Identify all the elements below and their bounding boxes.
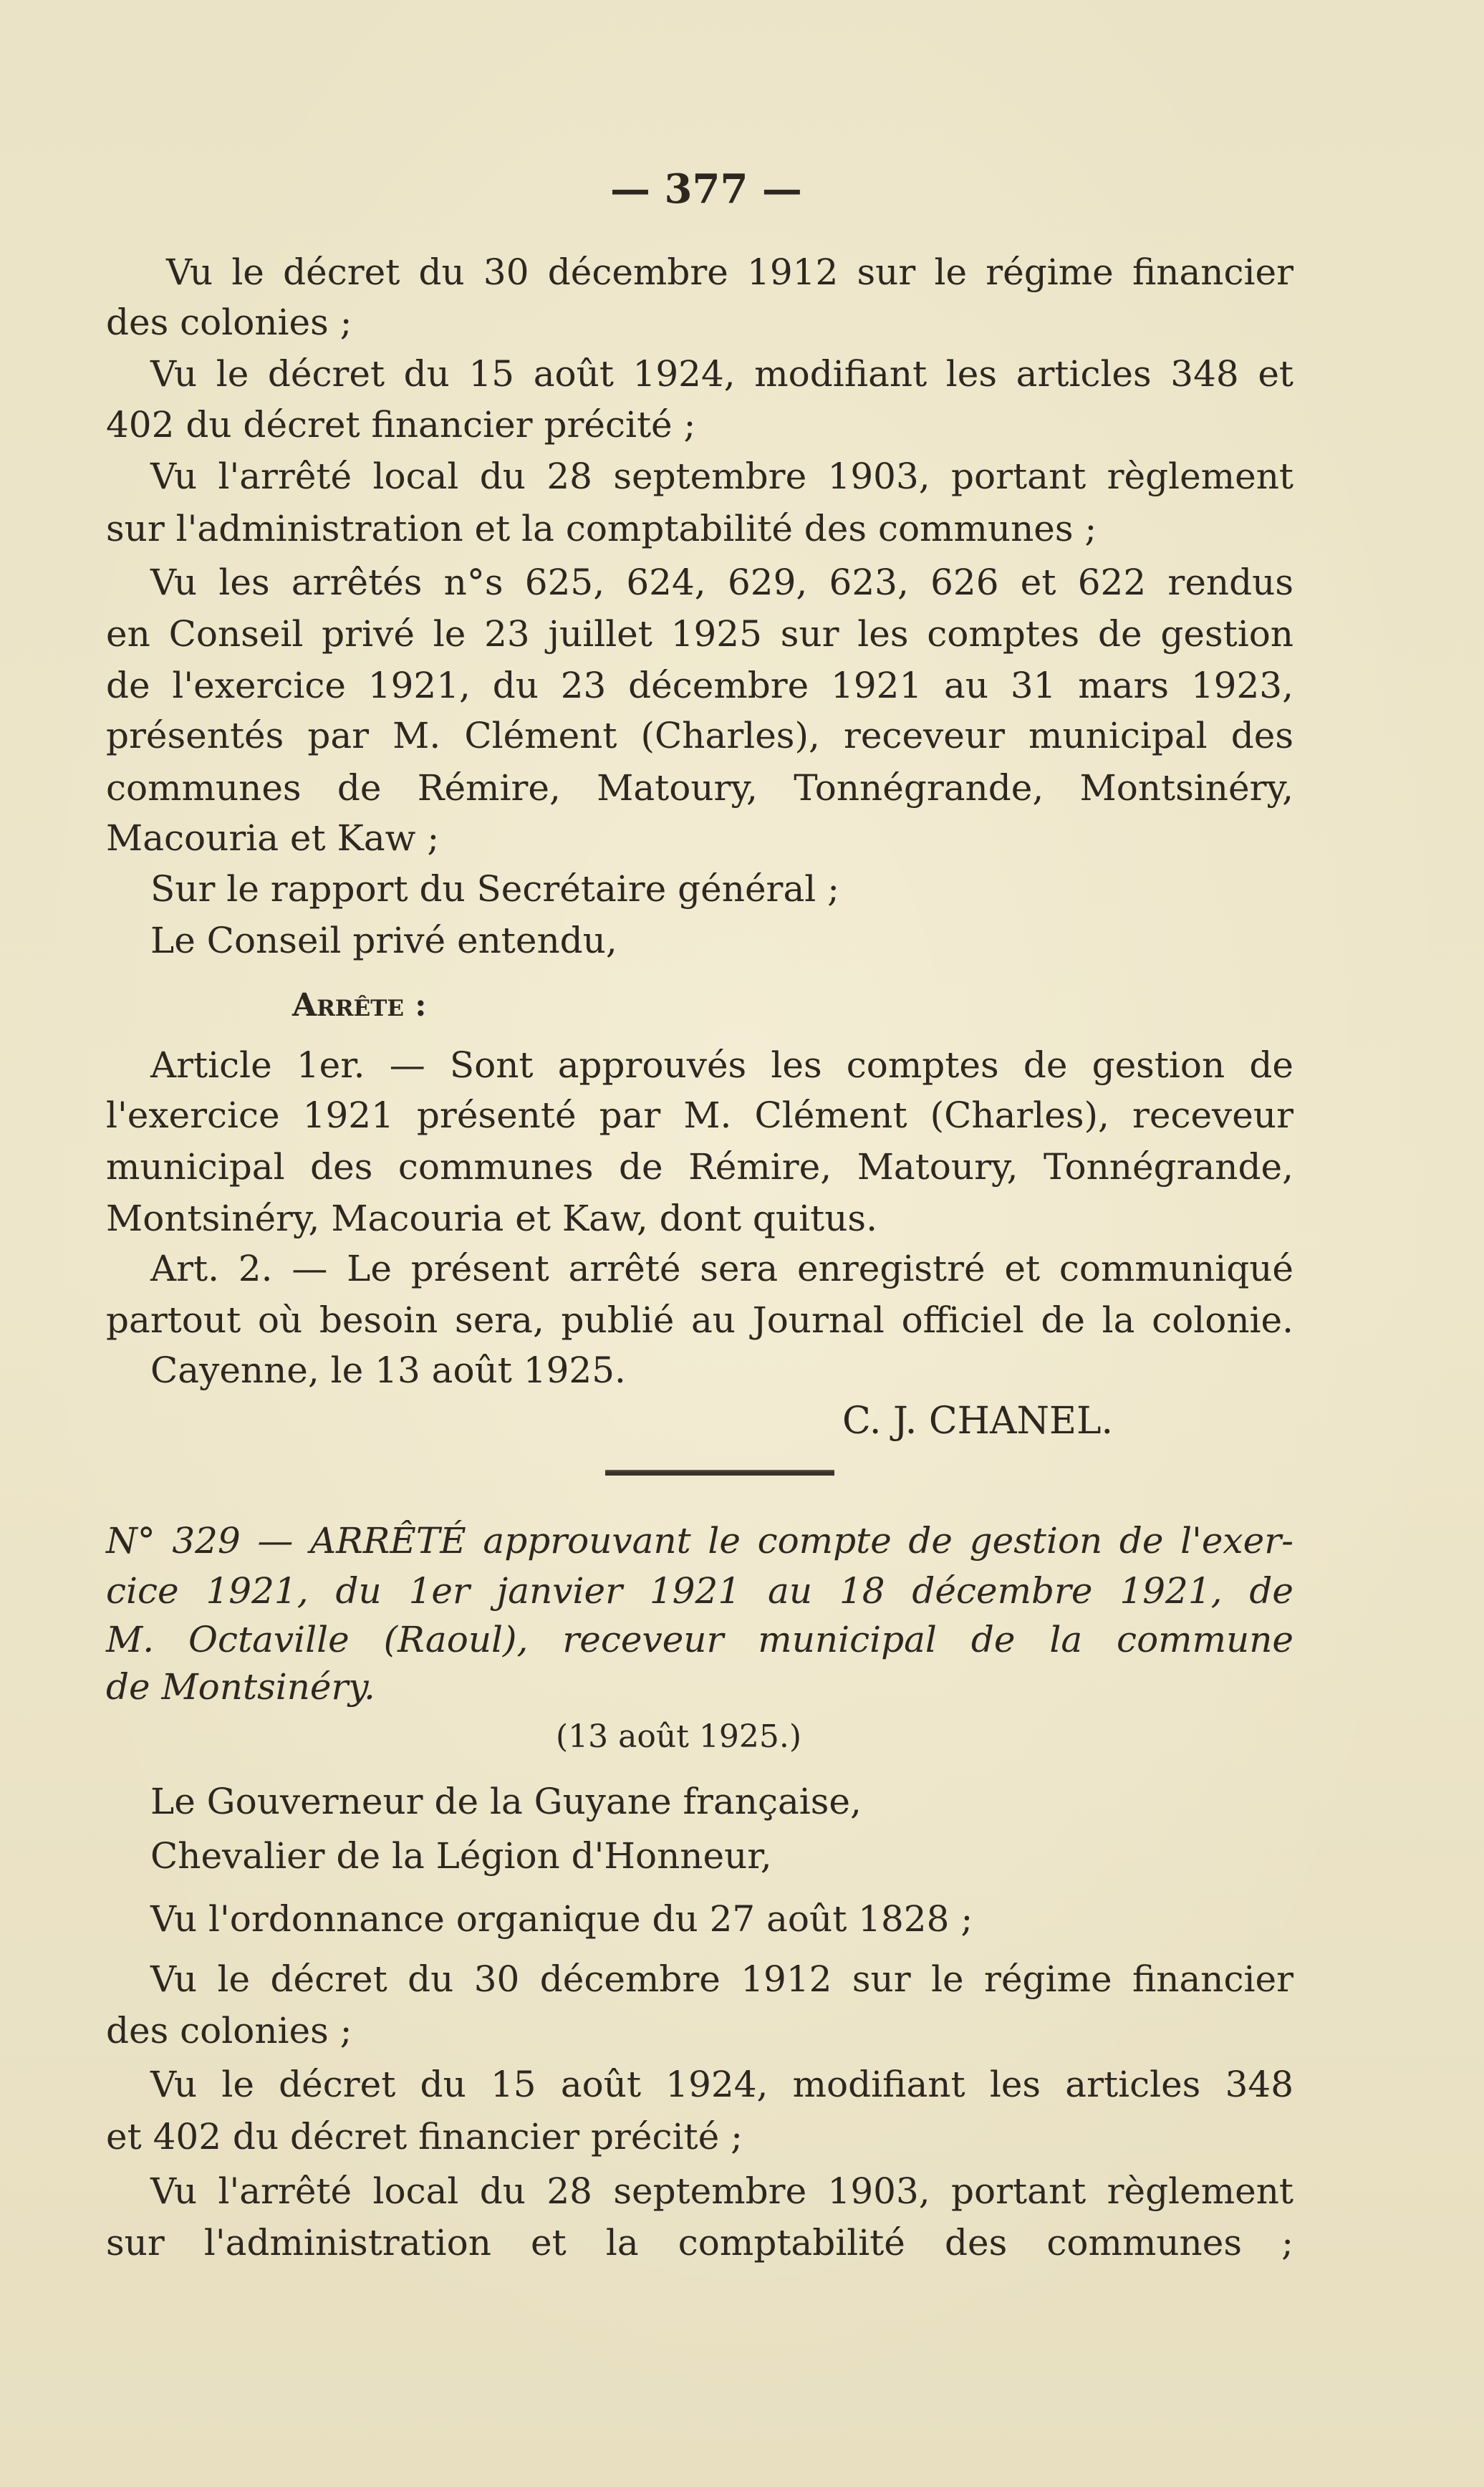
arrete-title-line: N° 329 — ARRÊTÉ approuvant le compte de gestion de l'exer- — [106, 1520, 1293, 1562]
text-line: Chevalier de la Légion d'Honneur, — [150, 1835, 772, 1877]
text-line: Vu l'ordonnance organique du 27 août 1828 ; — [150, 1898, 973, 1940]
text-line: en Conseil privé le 23 juillet 1925 sur les comptes de gestion — [106, 613, 1293, 655]
text-line: Sur le rapport du Secrétaire général ; — [150, 868, 839, 910]
text-line: Le Conseil privé entendu, — [150, 920, 617, 961]
text-line: Vu le décret du 15 août 1924, modifiant les articles 348 et — [150, 353, 1293, 395]
article-line: Article 1er. — Sont approuvés les comptes de gestion de — [150, 1044, 1293, 1086]
text-line: sur l'administration et la comptabilité des communes ; — [106, 2222, 1293, 2264]
text-line: sur l'administration et la comptabilité des communes ; — [106, 508, 1097, 549]
article-line: municipal des communes de Rémire, Matoury, Tonnégrande, — [106, 1146, 1293, 1188]
text-line: des colonies ; — [106, 2010, 352, 2051]
text-line: Vu l'arrêté local du 28 septembre 1903, portant règlement — [150, 456, 1293, 497]
text-line: Vu le décret du 15 août 1924, modifiant les articles 348 — [150, 2064, 1293, 2105]
text-line: des colonies ; — [106, 302, 352, 343]
article-line: Montsinéry, Macouria et Kaw, dont quitus. — [106, 1198, 877, 1239]
text-line: présentés par M. Clément (Charles), receveur municipal des — [106, 715, 1293, 756]
text-line: de l'exercice 1921, du 23 décembre 1921 au 31 mars 1923, — [106, 665, 1293, 706]
article-line: partout où besoin sera, publié au Journal officiel de la colonie. — [106, 1299, 1293, 1341]
text-line: Vu le décret du 30 décembre 1912 sur le régime financier — [150, 1958, 1293, 2000]
text-line: Vu l'arrêté local du 28 septembre 1903, portant règlement — [150, 2170, 1293, 2212]
signature: C. J. CHANEL. — [842, 1400, 1114, 1443]
arrete-title-line: de Montsinéry. — [106, 1666, 375, 1708]
arrete-title-line: M. Octaville (Raoul), receveur municipal de la commune — [106, 1619, 1293, 1660]
text-line: Le Gouverneur de la Guyane française, — [150, 1781, 862, 1822]
article-line: Art. 2. — Le présent arrêté sera enregistré et communiqué — [150, 1248, 1293, 1289]
arrete-title-line: cice 1921, du 1er janvier 1921 au 18 décembre 1921, de — [106, 1570, 1293, 1612]
article-line: l'exercice 1921 présenté par M. Clément (Charles), receveur — [106, 1095, 1293, 1136]
text-line: 402 du décret financier précité ; — [106, 404, 696, 446]
page-number: — 377 — — [610, 165, 802, 213]
text-line: Macouria et Kaw ; — [106, 817, 440, 859]
arrete-date: (13 août 1925.) — [556, 1718, 801, 1755]
separator-rule — [605, 1470, 834, 1476]
text-line: communes de Rémire, Matoury, Tonnégrande, Montsinéry, — [106, 767, 1293, 809]
text-line: Vu le décret du 30 décembre 1912 sur le régime financier — [166, 251, 1293, 293]
text-line: et 402 du décret financier précité ; — [106, 2116, 743, 2158]
arrete-heading: Arrête : — [292, 987, 427, 1024]
text-line: Vu les arrêtés n°s 625, 624, 629, 623, 626 et 622 rendus — [150, 562, 1293, 603]
place-date: Cayenne, le 13 août 1925. — [150, 1350, 626, 1391]
